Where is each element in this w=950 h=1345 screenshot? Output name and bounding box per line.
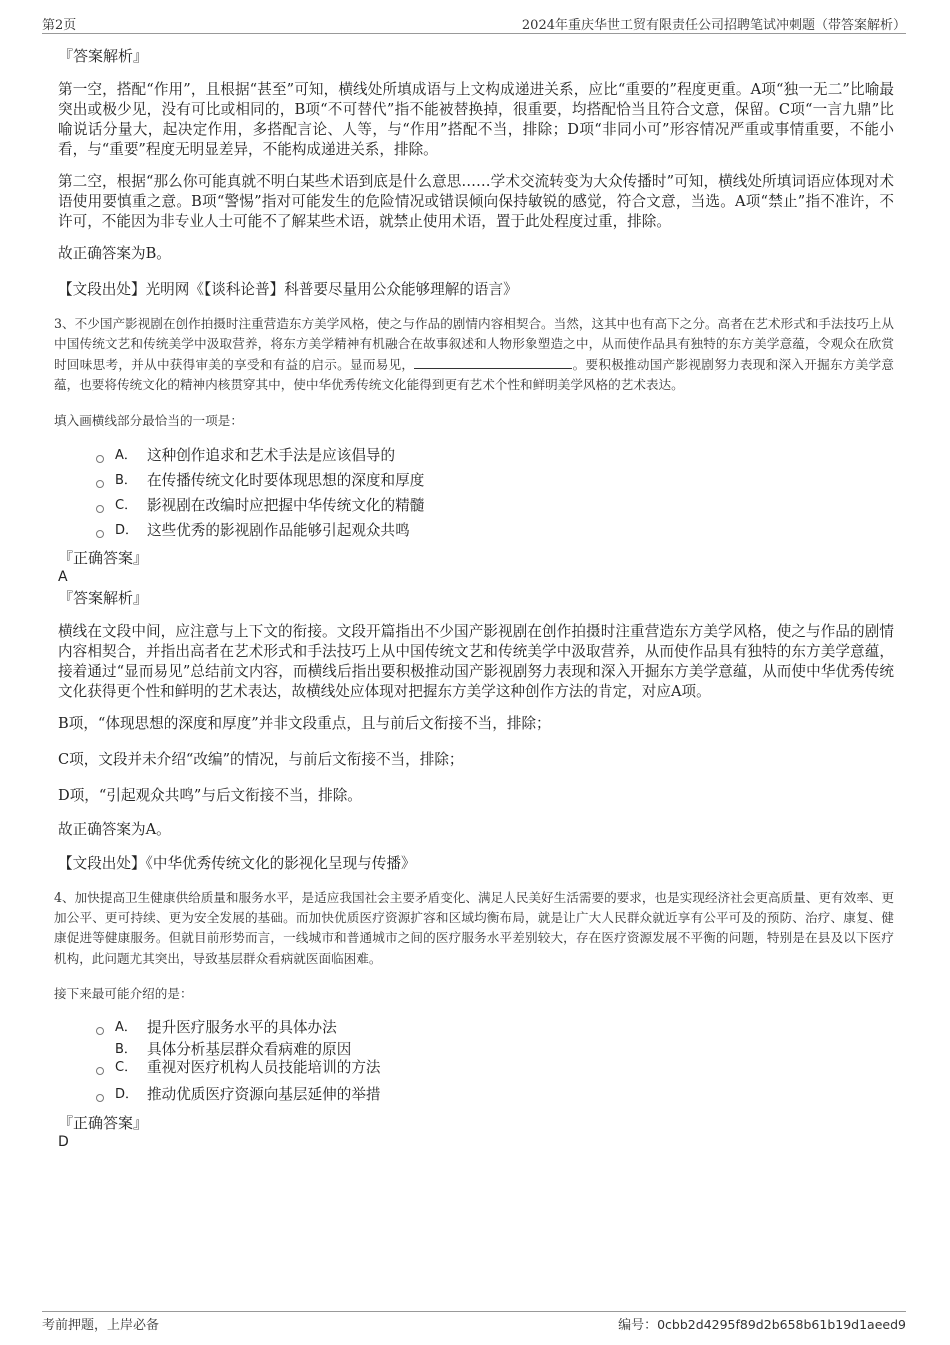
document-body	[54, 46, 895, 1151]
q4-option-c[interactable]	[96, 1059, 894, 1077]
option-text: 这些优秀的影视剧作品能够引起观众共鸣	[147, 522, 410, 540]
document-title: 2024年重庆华世工贸有限责任公司招聘笔试冲刺题（带答案解析）	[521, 18, 906, 33]
option-text: 这种创作追求和艺术手法是应该倡导的	[147, 447, 396, 465]
document-code-value: 0cbb2d4295f89d2b658b61b19d1aeed9	[657, 1317, 906, 1332]
option-text: 推动优质医疗资源向基层延伸的举措	[147, 1086, 381, 1104]
option-letter: A．	[115, 448, 137, 464]
q4-option-b[interactable]	[96, 1041, 894, 1059]
header-divider	[42, 33, 906, 34]
q3-options	[58, 444, 894, 544]
q4-option-d[interactable]	[96, 1077, 894, 1113]
q4-answer: D	[58, 1134, 69, 1151]
page-footer	[42, 1314, 906, 1332]
q3-analysis-label: 『答案解析』	[58, 588, 149, 607]
footer-divider	[42, 1311, 906, 1312]
radio-icon[interactable]	[96, 1027, 104, 1035]
radio-icon[interactable]	[96, 455, 104, 463]
option-letter: D．	[115, 523, 139, 539]
q3-text-before: 3、不少国产影视剧在创作拍摄时注重营造东方美学风格，使之与作品的剧情内容相契合。当然，这其中也有高下之分。高者在艺术形式和手法技巧上从中国传统文艺和传统美学中汲取营养，将东方美学精神有机融合在故事叙述和人物形象塑造之中，从而使作品具有独特的东方美学意蕴，令观众在欣赏时回味思考，并从中获得审美的享受和有益的启示。显而易见，	[54, 316, 894, 372]
q3-analysis-p5: 故正确答案为A。	[58, 820, 171, 838]
q3-answer: A	[58, 568, 68, 585]
q3-analysis-p2: B项，“体现思想的深度和厚度”并非文段重点，且与前后文衔接不当，排除；	[58, 714, 551, 732]
option-letter: D．	[115, 1087, 139, 1103]
q3-option-a[interactable]	[96, 444, 894, 469]
option-letter: A．	[115, 1020, 137, 1036]
q3-text	[54, 314, 894, 396]
radio-icon[interactable]	[96, 530, 104, 538]
option-text: 具体分析基层群众看病难的原因	[147, 1041, 352, 1059]
q3-option-c[interactable]	[96, 494, 894, 519]
q2-analysis-p2: 第二空，根据“那么你可能真就不明白某些术语到底是什么意思……学术交流转变为大众传播时”可知，横线处所填词语应体现对术语使用要慎重之意。B项“警惕”指对可能发生的危险情况或错误倾向保持敏锐的感觉，符合文意，当选。A项“禁止”指不准许，不许可，不能因为非专业人士可能不了解某些术语，就禁止使用术语，置于此处程度过重，排除。	[58, 173, 894, 230]
radio-icon[interactable]	[96, 505, 104, 513]
q2-source: 【文段出处】光明网《【谈科论普】科普要尽量用公众能够理解的语言》	[58, 281, 518, 298]
radio-icon[interactable]	[96, 1094, 104, 1102]
q4-prompt: 接下来最可能介绍的是：	[54, 986, 193, 1002]
q3-text-after: 。要积极推动国产影视剧努力表现和深入开掘东方美学意蕴，也要将传统文化的精神内核贯穿其中，使中华优秀传统文化能得到更有艺术个性和鲜明美学风格的艺术表达。	[54, 356, 895, 393]
q3-analysis-p3: C项，文段并未介绍“改编”的情况，与前后文衔接不当，排除；	[58, 750, 464, 768]
q2-analysis-p1: 第一空，搭配“作用”，且根据“甚至”可知，横线处所填成语与上文构成递进关系，应比“重要的”程度更重。A项“独一无二”比喻最突出或极少见，没有可比或相同的，B项“不可替代”指不能被替换掉，很重要，均搭配恰当且符合文意，保留。C项“一言九鼎”比喻说话分量大，起决定作用，多搭配言论、人等，与“作用”搭配不当，排除；D项“非同小可”形容情况严重或事情重要，不能小看，与“重要”程度无明显差异，不能构成递进关系，排除。	[58, 81, 894, 158]
radio-icon[interactable]	[96, 480, 104, 488]
option-letter: C．	[115, 498, 138, 514]
document-code-label: 编号：	[618, 1318, 658, 1333]
document-code	[618, 1314, 906, 1333]
option-letter: B．	[115, 473, 137, 489]
footer-slogan: 考前押题，上岸必备	[42, 1318, 160, 1333]
q2-analysis-label: 『答案解析』	[58, 47, 149, 65]
option-letter: B．	[115, 1042, 137, 1058]
q3-analysis-p4: D项，“引起观众共鸣”与后文衔接不当，排除。	[58, 786, 362, 804]
q3-option-b[interactable]	[96, 469, 894, 494]
option-text: 提升医疗服务水平的具体办法	[147, 1019, 337, 1037]
q3-option-d[interactable]	[96, 519, 894, 544]
q3-answer-label: 『正确答案』	[58, 548, 149, 567]
q2-analysis-p3: 故正确答案为B。	[58, 245, 171, 262]
option-text: 在传播传统文化时要体现思想的深度和厚度	[147, 472, 425, 490]
q3-analysis-p1: 横线在文段中间，应注意与上下文的衔接。文段开篇指出不少国产影视剧在创作拍摄时注重营造东方美学风格，使之与作品的剧情内容相契合，并指出高者在艺术形式和手法技巧上从中国传统文艺和传统美学中汲取营养，从而使作品具有独特的东方美学意蕴，接着通过“显而易见”总结前文内容，而横线后指出要积极推动国产影视剧努力表现和深入开掘东方美学意蕴，从而使中华优秀传统文化获得更个性和鲜明的艺术表达，故横线处应体现对把握东方美学这种创作方法的肯定，对应A项。	[58, 622, 894, 700]
radio-icon[interactable]	[96, 1067, 104, 1075]
option-letter: C．	[115, 1060, 138, 1076]
q3-source: 【文段出处】《中华优秀传统文化的影视化呈现与传播》	[58, 854, 416, 872]
q3-prompt: 填入画横线部分最恰当的一项是：	[54, 412, 243, 428]
page-header	[42, 14, 906, 32]
q4-text: 4、加快提高卫生健康供给质量和服务水平，是适应我国社会主要矛盾变化、满足人民美好生活需要的要求，也是实现经济社会更高质量、更有效率、更加公平、更可持续、更为安全发展的基础。而加快优质医疗资源扩容和区域均衡布局，就是让广大人民群众就近享有公平可及的预防、治疗、康复、健康促进等健康服务。但就目前形势而言，一线城市和普通城市之间的医疗服务水平差别较大，存在医疗资源发展不平衡的问题，特别是在县及以下医疗机构，此问题尤其突出，导致基层群众看病就医面临困难。	[54, 889, 894, 966]
page-number: 第2页	[42, 18, 77, 33]
q4-option-a[interactable]	[96, 1015, 894, 1041]
q4-options	[58, 1015, 894, 1113]
q3-blank	[414, 356, 572, 369]
q4-answer-label: 『正确答案』	[58, 1114, 149, 1133]
option-text: 影视剧在改编时应把握中华传统文化的精髓	[147, 497, 425, 515]
option-text: 重视对医疗机构人员技能培训的方法	[147, 1059, 381, 1077]
